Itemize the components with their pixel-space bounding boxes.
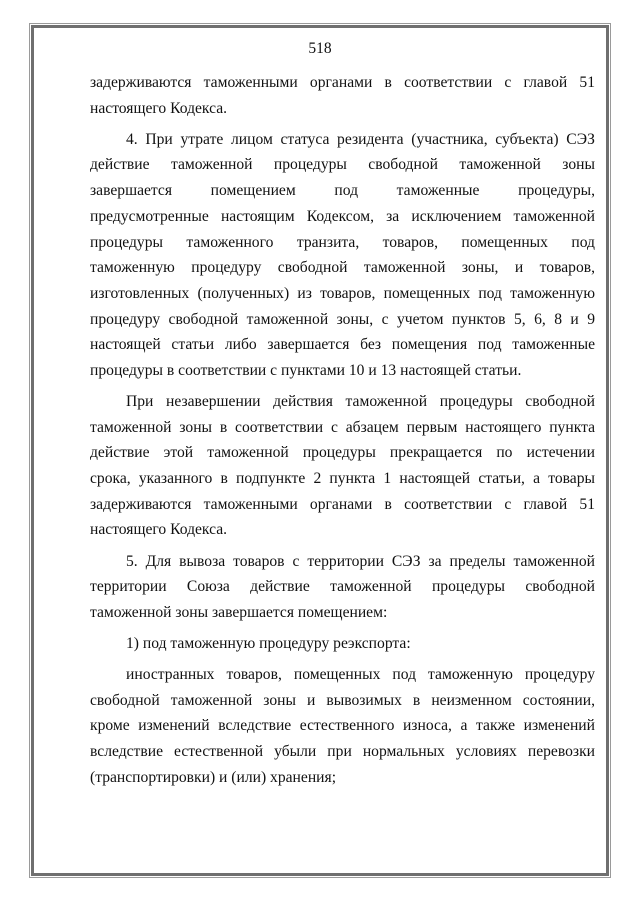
text-line: процедуры в соответствии с пунктами 10 и 13 настоящей статьи. bbox=[90, 361, 522, 379]
text-line: изготовленных (полученных) из товаров, помещенных под таможенную bbox=[90, 284, 595, 302]
text-line: таможенную процедуру свободной таможенной зоны, и товаров, bbox=[90, 259, 595, 277]
text-line: 5. Для вывоза товаров с территории СЭЗ за пределы таможенной bbox=[126, 552, 595, 570]
text-line: предусмотренные настоящим Кодексом, за исключением таможенной bbox=[90, 207, 595, 225]
page-number: 518 bbox=[308, 40, 332, 57]
text-line: действие этой таможенной процедуры прекращается по истечении bbox=[90, 444, 595, 462]
text-line: действие таможенной процедуры свободной таможенной зоны bbox=[90, 156, 595, 174]
text-line: настоящей статьи либо завершается без помещения под таможенные bbox=[90, 336, 595, 354]
text-line: территории Союза действие таможенной процедуры свободной bbox=[90, 578, 595, 596]
text-line: 1) под таможенную процедуру реэкспорта: bbox=[126, 635, 411, 652]
text-line: задерживаются таможенными органами в соответствии с главой 51 bbox=[90, 74, 595, 91]
text-line: 4. При утрате лицом статуса резидента (участника, субъекта) СЭЗ bbox=[126, 130, 595, 148]
text-line: задерживаются таможенными органами в соответствии с главой 51 bbox=[90, 495, 595, 513]
text-line: настоящего Кодекса. bbox=[90, 99, 228, 117]
text-line: процедуру свободной таможенной зоны, с учетом пунктов 5, 6, 8 и 9 bbox=[90, 310, 595, 328]
text-line: свободной таможенной зоны и вывозимых в неизменном состоянии, bbox=[90, 691, 595, 709]
text-line: процедуры таможенного транзита, товаров, помещенных под bbox=[90, 233, 595, 251]
text-line: вследствие естественной убыли при нормальных условиях перевозки bbox=[90, 743, 595, 761]
text-line: таможенной зоны в соответствии с абзацем первым настоящего пункта bbox=[90, 418, 595, 436]
text-line: таможенной зоны завершается помещением: bbox=[90, 603, 388, 621]
text-line: При незавершении действия таможенной процедуры свободной bbox=[126, 393, 595, 411]
text-line: настоящего Кодекса. bbox=[90, 521, 228, 539]
text-line: (транспортировки) и (или) хранения; bbox=[90, 768, 337, 786]
text-line: иностранных товаров, помещенных под таможенную процедуру bbox=[126, 666, 595, 684]
text-line: завершается помещением под таможенные процедуры, bbox=[90, 182, 595, 200]
text-line: кроме изменений вследствие естественного износа, а также изменений bbox=[90, 717, 595, 735]
document-body bbox=[90, 70, 595, 791]
text-line: срока, указанного в подпункте 2 пункта 1 настоящей статьи, а товары bbox=[90, 470, 595, 488]
